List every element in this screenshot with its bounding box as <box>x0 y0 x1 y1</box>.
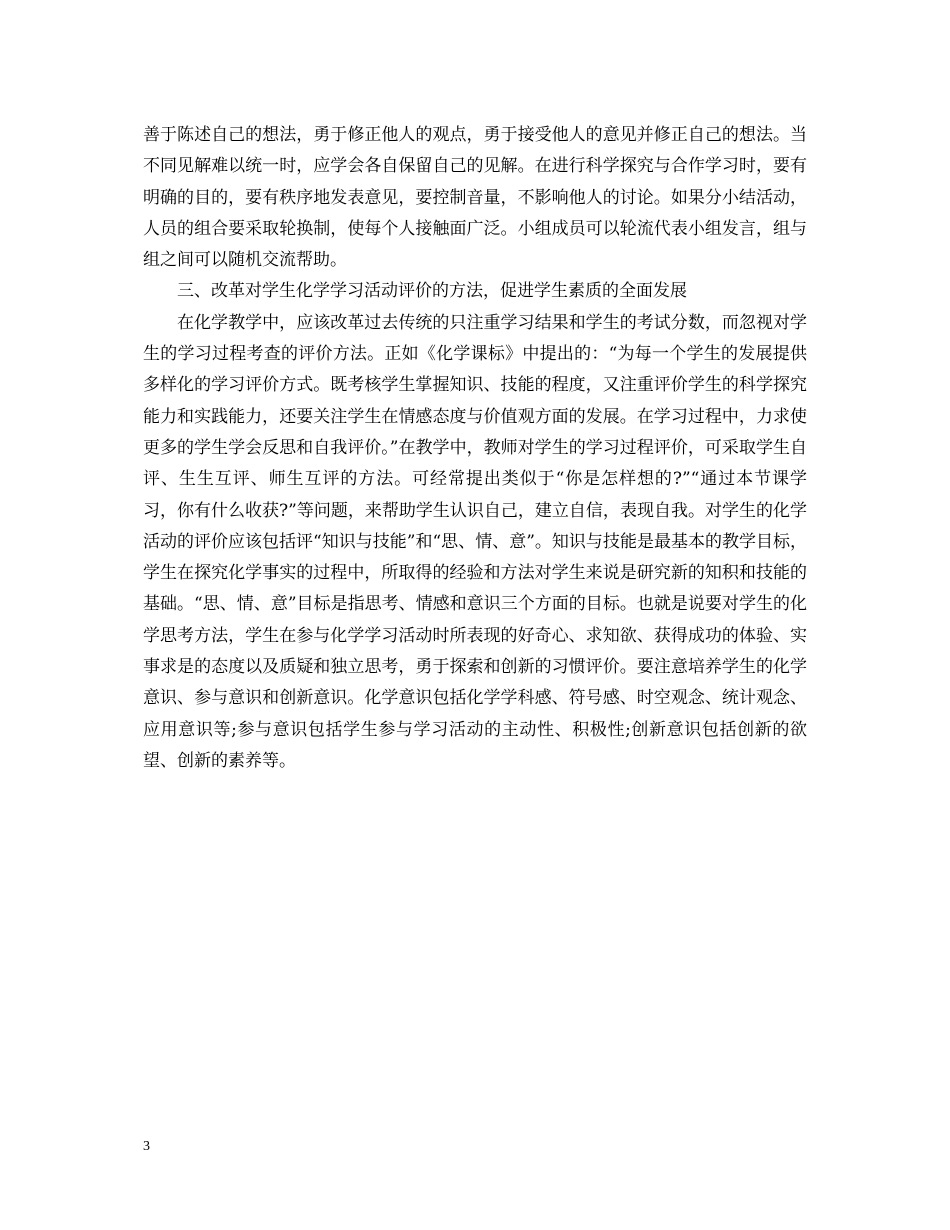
document-body <box>143 120 807 777</box>
section-heading: 三、改革对学生化学学习活动评价的方法，促进学生素质的全面发展 <box>177 281 687 302</box>
paragraph-evaluation: 在化学教学中，应该改革过去传统的只注重学习结果和学生的考试分数，而忽视对学生的学习过程考查的评价方法。正如《化学课标》中提出的：“为每一个学生的发展提供多样化的学习评价方式。既考核学生掌握知识、技能的程度，又注重评价学生的科学探究能力和实践能力，还要关注学生在情感态度与价值观方面的发展。在学习过程中，力求使更多的学生学会反思和自我评价。”在教学中，教师对学生的学习过程评价，可采取学生自评、生生互评、师生互评的方法。可经常提出类似于“你是怎样想的?”“通过本节课学习，你有什么收获?”等问题，来帮助学生认识自己，建立自信，表现自我。对学生的化学活动的评价应该包括评“知识与技能”和“思、情、意”。知识与技能是最基本的教学目标，学生在探究化学事实的过程中，所取得的经验和方法对学生来说是研究新的知积和技能的基础。“思、情、意”目标是指思考、情感和意识三个方面的目标。也就是说要对学生的化学思考方法，学生在参与化学学习活动时所表现的好奇心、求知欲、获得成功的体验、实事求是的态度以及质疑和独立思考，勇于探索和创新的习惯评价。要注意培养学生的化学意识、参与意识和创新意识。化学意识包括化学学科感、符号感、时空观念、统计观念、应用意识等;参与意识包括学生参与学习活动的主动性、积极性;创新意识包括创新的欲望、创新的素养等。 <box>143 312 807 771</box>
paragraph-continuation: 善于陈述自己的想法，勇于修正他人的观点，勇于接受他人的意见并修正自己的想法。当不同见解难以统一时，应学会各自保留自己的见解。在进行科学探究与合作学习时，要有明确的目的，要有秩序地发表意见，要控制音量，不影响他人的讨论。如果分小结活动，人员的组合要采取轮换制，使每个人接触面广泛。小组成员可以轮流代表小组发言，组与组之间可以随机交流帮助。 <box>143 125 807 271</box>
page-number: 3 <box>143 1139 150 1154</box>
